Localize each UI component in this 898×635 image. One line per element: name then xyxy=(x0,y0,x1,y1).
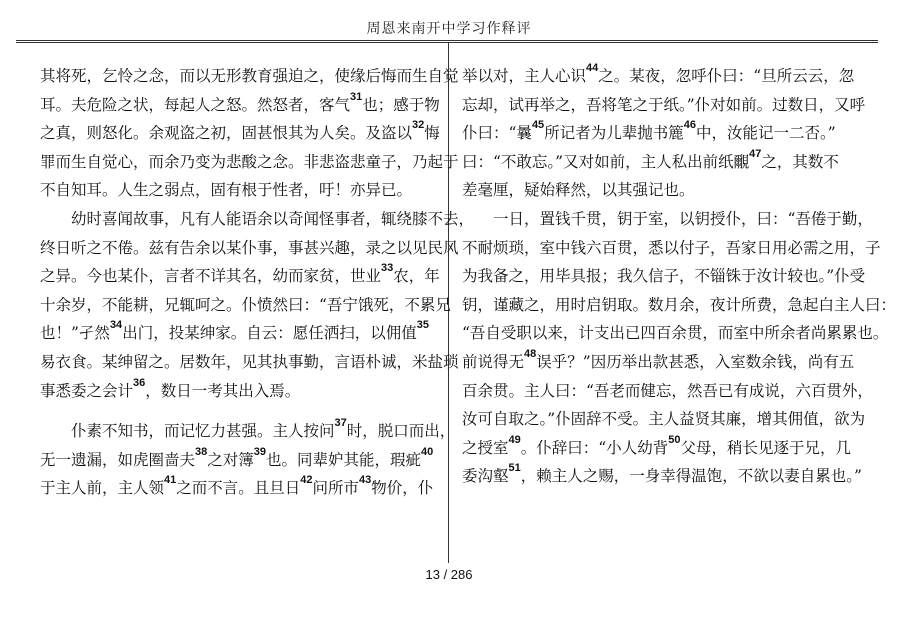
text-run: 其将死，乞怜之念，而以无形教育强迫之，使缘后悔而生自觉 xyxy=(40,67,459,85)
text-run: 易衣食。某绅留之。居数年，见其执事勤，言语朴诚，米盐琐 xyxy=(40,352,459,371)
text-run: 物价，仆 xyxy=(371,479,434,498)
text-line xyxy=(462,148,867,177)
footnote-marker: 36 xyxy=(133,376,146,389)
footnote-marker: 34 xyxy=(109,319,123,332)
text-line xyxy=(40,90,440,120)
text-run: 悔 xyxy=(424,124,440,143)
text-line xyxy=(462,262,867,291)
text-line xyxy=(462,291,897,320)
footnote-marker: 51 xyxy=(508,462,521,475)
text-run: 为我备之，用毕具报；我久信子，不锱铢于汝计较也。”仆受 xyxy=(462,267,866,286)
footnote-marker: 42 xyxy=(300,474,313,487)
text-line xyxy=(40,205,475,234)
text-line xyxy=(462,377,873,406)
text-run: 之异。今也某仆，言者不详其名，幼而家贫，世业 xyxy=(40,267,382,286)
text-run: ，赖主人之赐，一身幸得温饱，不欲以妻自累也。” xyxy=(520,467,862,486)
footnote-marker: 43 xyxy=(359,474,372,487)
text-run: 之而不言。且旦日 xyxy=(176,479,301,498)
text-line xyxy=(40,148,459,177)
footnote-marker: 37 xyxy=(334,417,347,430)
footnote-marker: 41 xyxy=(164,474,177,487)
footnote-marker: 45 xyxy=(531,119,545,132)
footnote-marker: 50 xyxy=(668,433,681,446)
text-run: 之真，则怒化。余观盗之初，固甚恨其为人矣。及盗以 xyxy=(40,124,413,143)
text-line xyxy=(462,205,873,234)
footnote-marker: 44 xyxy=(586,62,599,74)
text-run: 。仆辞曰：“小人幼背 xyxy=(520,438,669,457)
text-line xyxy=(462,405,867,434)
text-line xyxy=(40,262,440,291)
text-run: 仆素不知书，而记忆力甚强。主人按问 xyxy=(40,422,335,441)
text-run: 不耐烦琐，室中钱六百贯，悉以付子，吾家日用必需之用，子 xyxy=(462,238,881,257)
footnote-marker: 32 xyxy=(412,119,425,132)
text-run: 举以对，主人心识 xyxy=(462,67,587,85)
text-run: 之，其数不 xyxy=(761,152,839,171)
text-line xyxy=(40,474,434,503)
text-run: 时，脱口而出， xyxy=(346,422,456,441)
text-run: 也；感于物 xyxy=(362,95,440,114)
text-line xyxy=(40,319,434,348)
text-line xyxy=(462,91,867,120)
header-rule-2 xyxy=(16,42,878,43)
text-run: 一日，置钱千贯，钥于室，以钥授仆，曰：“吾倦于勤， xyxy=(462,209,873,228)
text-run: 百余贯。主人曰：“吾老而健忘，然吾已有成说，六百贯外， xyxy=(462,381,873,400)
paragraph-gap xyxy=(40,405,434,417)
text-run: 终日听之不倦。兹有告余以某仆事，事甚兴趣，录之以见民风 xyxy=(40,238,459,257)
text-line xyxy=(40,417,456,446)
text-run: 之授室 xyxy=(462,438,509,457)
text-line xyxy=(40,119,440,148)
text-run: 父母，稍长见逐于兄，几 xyxy=(680,438,851,457)
text-run: 差毫厘，疑始释然，以其强记也。 xyxy=(462,181,695,200)
footnote-marker: 49 xyxy=(508,433,521,446)
text-run: 不自知耳。人生之弱点，固有根于性者，吁！亦异已。 xyxy=(40,181,413,200)
text-line xyxy=(462,319,889,348)
text-run: “吾自受职以来，计支出已四百余贯，而室中所余者尚累累也。 xyxy=(462,324,889,343)
right-column xyxy=(462,62,897,491)
text-run: 于主人前，主人领 xyxy=(40,479,165,498)
text-line xyxy=(40,377,434,406)
text-line xyxy=(462,348,867,377)
text-run: 罪而生自觉心，而余乃变为悲酸之念。非悲盗悲童子，乃起于 xyxy=(40,152,459,171)
text-run: ，数日一考其出入焉。 xyxy=(145,381,301,400)
text-line xyxy=(462,62,867,91)
text-line xyxy=(40,62,459,91)
text-run: 中，汝能记一二否。” xyxy=(695,124,836,143)
text-run: 也！”孑然 xyxy=(40,324,110,343)
text-run: 误乎？”因历举出款甚悉，入室数余钱，尚有五 xyxy=(536,352,855,371)
text-line xyxy=(40,446,434,475)
text-line xyxy=(462,119,867,148)
footnote-marker: 47 xyxy=(749,147,762,160)
text-run: 曰：“不敢忘。”又对如前，主人私出前纸覼 xyxy=(462,152,750,171)
text-run: 仆曰：“曩 xyxy=(462,124,532,143)
text-run: 幼时喜闻故事，凡有人能语余以奇闻怪事者，辄绕膝不去， xyxy=(40,209,475,228)
text-line xyxy=(462,462,867,491)
text-line xyxy=(40,291,451,320)
text-line xyxy=(40,234,459,263)
text-run: 农，年 xyxy=(393,267,440,286)
text-run: 耳。夫危险之状，每起人之怒。然怒者，客气 xyxy=(40,95,351,114)
footnote-marker: 33 xyxy=(381,262,394,275)
footnote-marker: 39 xyxy=(253,445,267,458)
footnote-marker: 38 xyxy=(195,445,208,458)
footnote-marker: 31 xyxy=(350,90,363,103)
text-run: 前说得无 xyxy=(462,352,525,371)
text-run: 钥，谨藏之，用时启钥取。数月余，夜计所费，急起白主人曰： xyxy=(462,295,897,314)
text-line xyxy=(40,348,459,377)
running-header: 周恩来南开中学习作释评 xyxy=(366,21,532,37)
text-run: 事悉委之会计 xyxy=(40,381,134,400)
text-run: 出门，投某绅家。自云：愿任洒扫，以佣值 xyxy=(122,324,417,343)
text-line xyxy=(40,176,434,205)
text-line xyxy=(462,176,867,205)
text-run: 之。某夜，忽呼仆曰：“旦所云云，忽 xyxy=(598,67,855,85)
text-line xyxy=(462,234,881,263)
footnote-marker: 35 xyxy=(416,319,429,332)
footnote-marker: 48 xyxy=(524,347,537,360)
text-run: 之对簿 xyxy=(207,450,254,469)
text-run: 十余岁，不能耕，兄辄呵之。仆愤然曰：“吾宁饿死，不累兄 xyxy=(40,295,451,314)
footnote-marker: 40 xyxy=(421,445,434,458)
text-line xyxy=(462,434,867,463)
text-run: 汝可自取之。”仆固辞不受。主人益贤其廉，增其佣值，欲为 xyxy=(462,410,866,429)
text-run: 所记者为儿辈抛书簏 xyxy=(544,124,684,143)
text-run: 问所市 xyxy=(312,479,360,498)
text-run: 无一遗漏，如虎圈啬夫 xyxy=(40,450,196,469)
text-run: 也。同辈妒其能，瑕疵 xyxy=(266,450,422,469)
header-rule xyxy=(16,40,878,41)
footnote-marker: 46 xyxy=(683,119,696,132)
left-column xyxy=(40,62,475,503)
text-run: 委沟壑 xyxy=(462,467,509,486)
page-number: 13 / 286 xyxy=(425,567,473,582)
text-run: 忘却，试再举之，吾将笔之于纸。”仆对如前。过数日，又呼 xyxy=(462,95,866,114)
